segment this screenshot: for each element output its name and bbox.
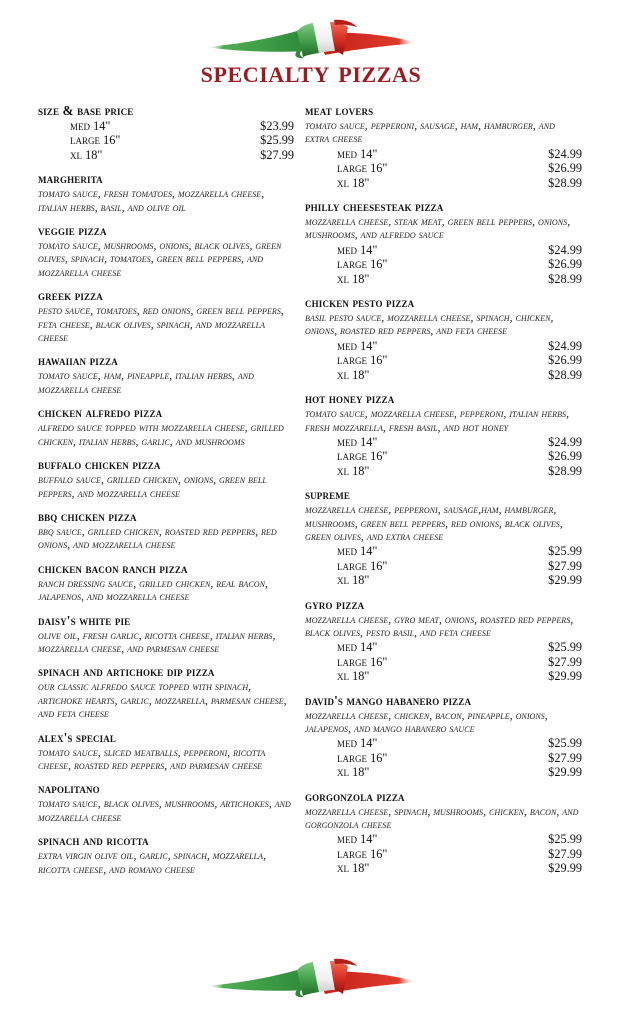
menu-column-right (300, 103, 622, 876)
price-row (305, 449, 582, 463)
price-value: $26.99 (548, 161, 582, 176)
menu-item-description: tomato sauce, pepperoni, sausage, ham, hamburger, and extra cheese (305, 119, 555, 146)
menu-item-description: mozzarella cheese, pepperoni, sausage,ham, hamburger, mushrooms, green bell peppers, red onions, black olives, green olives, and extra cheese (305, 503, 563, 543)
price-size-label: xl 18" (337, 573, 370, 588)
menu-item-description: tomato sauce, ham, pineapple, italian herbs, and mozzarella cheese (38, 369, 254, 396)
price-value: $28.99 (548, 175, 582, 190)
italian-flag-ribbon-icon (201, 956, 421, 1002)
price-size-label: large 16" (337, 257, 388, 272)
menu-item-description: tomato sauce, mushrooms, onions, black olives, green olives, spinach, tomatoes, green bell peppers, and mozzarella cheese (38, 239, 282, 279)
price-size-label: large 16" (337, 161, 388, 176)
price-size-label: med 14" (337, 338, 378, 353)
menu-item-description: ranch dressing sauce, grilled chicken, real bacon, jalapenos, and mozzarella cheese (38, 576, 268, 604)
menu-item-description: mozzarella cheese, gyro meat, onions, roasted red peppers, black olives, pesto basil, and feta cheese (305, 612, 574, 639)
price-size-label: xl 18" (337, 669, 370, 684)
menu-item-description: pesto sauce, tomatoes, red onions, green bell peppers, feta cheese, black olives, spinach, and mozzarella cheese (38, 304, 284, 345)
price-row (305, 464, 582, 478)
menu-item (38, 223, 294, 279)
price-row (305, 353, 582, 367)
menu-item (38, 103, 294, 162)
menu-item-description: extra virgin olive oil, garlic, spinach, mozzarella, ricotta cheese, and romano cheese (38, 849, 267, 876)
price-list (305, 147, 582, 190)
menu-item-name: gyro pizza (305, 596, 365, 612)
price-value: $27.99 (548, 558, 582, 573)
price-row (305, 176, 582, 190)
bottom-ornament (0, 956, 622, 1002)
menu-item (305, 391, 582, 478)
price-size-label: large 16" (337, 654, 388, 669)
price-value: $23.99 (260, 119, 294, 133)
menu-item-name: david's mango habanero pizza (305, 692, 472, 708)
menu-item-description: olive oil, fresh garlic, ricotta cheese, italian herbs, mozzarella cheese, and parmesan cheese (38, 628, 276, 655)
menu-item-name: meat lovers (305, 103, 374, 118)
price-row (305, 832, 582, 846)
price-value: $29.99 (548, 861, 582, 876)
price-size-label: large 16" (337, 449, 388, 464)
menu-item-description: mozzarella cheese, steak meat, green bell peppers, onions, mushrooms, and alfredo sauce (305, 215, 571, 242)
price-row (305, 544, 582, 558)
price-row (305, 339, 582, 353)
menu-item-name: size & base price (38, 103, 134, 118)
price-row (38, 148, 294, 162)
menu-item-description: tomato sauce, fresh tomatoes, mozzarella cheese, italian herbs, basil, and olive oil (38, 187, 265, 214)
menu-item (38, 353, 294, 396)
menu-item (38, 730, 294, 773)
price-size-label: xl 18" (337, 271, 370, 286)
price-row (38, 119, 294, 133)
menu-item-name: veggie pizza (38, 223, 107, 239)
price-list (305, 339, 582, 382)
menu-item (305, 789, 582, 876)
menu-item-name: napolitano (38, 781, 100, 797)
menu-item (305, 597, 582, 684)
price-value: $29.99 (548, 573, 582, 588)
price-value: $29.99 (548, 669, 582, 684)
price-row (305, 243, 582, 257)
price-value: $27.99 (548, 750, 582, 765)
price-row (305, 751, 582, 765)
menu-item-name: margherita (38, 171, 103, 187)
price-value: $28.99 (548, 463, 582, 478)
price-row (305, 368, 582, 382)
price-value: $24.99 (548, 242, 582, 257)
price-value: $25.99 (548, 736, 582, 751)
menu-item-description: bbq sauce, grilled chicken, roasted red peppers, red onions, and mozzarella cheese (38, 524, 277, 552)
menu-item (305, 103, 582, 190)
top-ornament (0, 0, 622, 52)
price-size-label: large 16" (337, 846, 388, 861)
price-row (305, 655, 582, 669)
price-row (38, 133, 294, 147)
menu-item-description: tomato sauce, sliced meatballs, pepperoni, ricotta cheese, roasted red peppers, and parmesan cheese (38, 745, 266, 772)
menu-item-name: buffalo chicken pizza (38, 457, 161, 473)
menu-item-name: hawaiian pizza (38, 353, 118, 369)
price-size-label: med 14" (337, 736, 378, 751)
price-value: $28.99 (548, 271, 582, 286)
menu-item-name: spinach and ricotta (38, 833, 149, 849)
price-size-label: med 14" (337, 832, 378, 847)
price-value: $27.99 (260, 147, 294, 162)
price-value: $29.99 (548, 765, 582, 780)
price-row (305, 640, 582, 654)
menu-item-description: tomato sauce, black olives, mushrooms, artichokes, and mozzarella cheese (38, 797, 291, 824)
price-row (305, 861, 582, 875)
menu-column-left (0, 103, 300, 876)
page-title: specialty pizzas (200, 54, 422, 89)
menu-item-description: alfredo sauce topped with mozzarella cheese, grilled chicken, italian herbs, garlic, and mushrooms (38, 421, 284, 448)
price-value: $24.99 (548, 434, 582, 449)
price-row (305, 257, 582, 271)
price-size-label: xl 18" (337, 861, 370, 876)
price-list (305, 640, 582, 683)
price-list (38, 119, 294, 162)
price-size-label: xl 18" (337, 367, 370, 382)
menu-item-name: chicken alfredo pizza (38, 405, 163, 421)
price-value: $25.99 (548, 640, 582, 655)
menu-item-name: hot honey pizza (305, 391, 395, 407)
menu-item-description: mozzarella cheese, spinach, mushrooms, chicken, bacon, and gorgonzola cheese (305, 804, 579, 832)
price-size-label: large 16" (337, 558, 388, 573)
price-size-label: xl 18" (337, 463, 370, 478)
price-size-label: xl 18" (337, 765, 370, 780)
menu-item-name: supreme (305, 487, 351, 503)
menu-item-name: chicken bacon ranch pizza (38, 560, 188, 576)
menu-item-description: basil pesto sauce, mozzarella cheese, spinach, chicken, onions, roasted red peppers, and feta cheese (305, 311, 554, 338)
price-row (305, 161, 582, 175)
price-size-label: med 14" (70, 119, 111, 133)
price-value: $26.99 (548, 449, 582, 464)
menu-item-description: buffalo sauce, grilled chicken, onions, green bell peppers, and mozzarella cheese (38, 473, 267, 500)
menu-item (38, 509, 294, 552)
menu-item-name: spinach and artichoke dip pizza (38, 664, 215, 680)
menu-item-name: philly cheesesteak pizza (305, 199, 444, 215)
price-size-label: large 16" (337, 750, 388, 765)
menu-item-description: our classic alfredo sauce topped with spinach, artichoke hearts, garlic, mozzarella, parmesan cheese, and feta cheese (38, 680, 287, 721)
menu-item (38, 613, 294, 656)
menu-item (305, 693, 582, 780)
price-value: $27.99 (548, 654, 582, 669)
menu-item-name: gorgonzola pizza (305, 788, 405, 804)
menu-item (38, 288, 294, 344)
price-value: $26.99 (548, 353, 582, 368)
price-size-label: xl 18" (337, 175, 370, 190)
menu-item (305, 487, 582, 587)
price-size-label: large 16" (337, 353, 388, 368)
price-row (305, 435, 582, 449)
menu-item (38, 833, 294, 876)
price-list (305, 544, 582, 587)
price-size-label: med 14" (337, 544, 378, 559)
price-value: $24.99 (548, 338, 582, 353)
price-value: $28.99 (548, 367, 582, 382)
price-list (305, 243, 582, 286)
price-row (305, 669, 582, 683)
menu-item-name: bbq chicken pizza (38, 508, 137, 524)
price-row (305, 147, 582, 161)
price-row (305, 573, 582, 587)
menu-item (38, 781, 294, 824)
price-size-label: med 14" (337, 242, 378, 257)
menu-columns (0, 103, 622, 876)
price-value: $25.99 (548, 832, 582, 847)
price-list (305, 435, 582, 478)
price-list (305, 736, 582, 779)
price-value: $25.99 (548, 544, 582, 559)
menu-item (38, 171, 294, 214)
menu-item (38, 664, 294, 720)
menu-item-description: mozzarella cheese, chicken, bacon, pineapple, onions, jalapenos, and mango habanero sauce (305, 708, 548, 735)
price-row (305, 559, 582, 573)
price-value: $27.99 (548, 846, 582, 861)
menu-item-description: tomato sauce, mozzarella cheese, pepperoni, italian herbs, fresh mozzarella, fresh basil, and hot honey (305, 407, 570, 434)
price-size-label: med 14" (337, 146, 378, 161)
price-value: $26.99 (548, 257, 582, 272)
price-row (305, 765, 582, 779)
menu-item (305, 199, 582, 286)
price-value: $24.99 (548, 146, 582, 161)
price-value: $25.99 (260, 133, 294, 148)
price-row (305, 736, 582, 750)
price-size-label: med 14" (337, 640, 378, 655)
price-list (305, 832, 582, 875)
price-size-label: med 14" (337, 434, 378, 449)
menu-item (305, 295, 582, 382)
price-row (305, 272, 582, 286)
menu-item (38, 561, 294, 604)
menu-item (38, 457, 294, 500)
menu-item-name: alex's special (38, 729, 117, 745)
menu-item (38, 405, 294, 448)
menu-item-name: greek pizza (38, 288, 103, 304)
price-size-label: xl 18" (70, 147, 103, 162)
price-row (305, 847, 582, 861)
price-size-label: large 16" (70, 133, 121, 148)
menu-item-name: daisy's white pie (38, 612, 131, 628)
menu-item-name: chicken pesto pizza (305, 295, 415, 311)
